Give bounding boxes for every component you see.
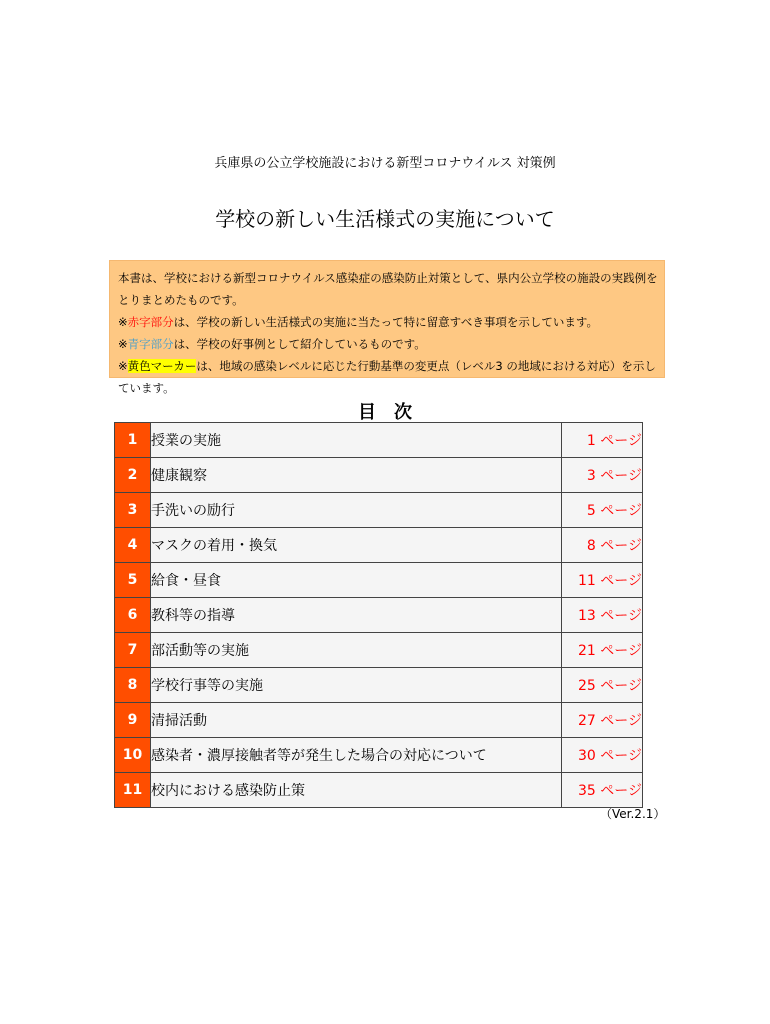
toc-row-label: 給食・昼食 <box>151 563 562 598</box>
toc-row-label: 健康観察 <box>151 458 562 493</box>
toc-row-page: 35 ページ <box>562 773 643 808</box>
toc-row-label: 部活動等の実施 <box>151 633 562 668</box>
toc-row[interactable] <box>115 458 643 493</box>
toc-row-page: 30 ページ <box>562 738 643 773</box>
toc-row-page: 8 ページ <box>562 528 643 563</box>
toc-row-page: 5 ページ <box>562 493 643 528</box>
toc-row-label: 教科等の指導 <box>151 598 562 633</box>
toc-row[interactable] <box>115 423 643 458</box>
toc-row-label: 清掃活動 <box>151 703 562 738</box>
toc-row-number: 5 <box>115 563 151 598</box>
toc-row[interactable] <box>115 598 643 633</box>
toc-row-number: 4 <box>115 528 151 563</box>
toc-row[interactable] <box>115 528 643 563</box>
document-subtitle: 兵庫県の公立学校施設における新型コロナウイルス 対策例 <box>214 156 556 171</box>
yellow-marker-sample: 黄色マーカー <box>127 359 197 373</box>
document-title: 学校の新しい生活様式の実施について <box>215 207 555 231</box>
toc-row-label: 授業の実施 <box>151 423 562 458</box>
toc-row-page: 3 ページ <box>562 458 643 493</box>
toc-row-page: 27 ページ <box>562 703 643 738</box>
toc-row-label: マスクの着用・換気 <box>151 528 562 563</box>
toc-row[interactable] <box>115 773 643 808</box>
toc-row[interactable] <box>115 703 643 738</box>
toc-row-label: 学校行事等の実施 <box>151 668 562 703</box>
toc-row[interactable] <box>115 668 643 703</box>
toc-row[interactable] <box>115 633 643 668</box>
toc-row-page: 13 ページ <box>562 598 643 633</box>
toc-row-label: 手洗いの励行 <box>151 493 562 528</box>
toc-row-number: 2 <box>115 458 151 493</box>
toc-row[interactable] <box>115 563 643 598</box>
toc-row-label: 校内における感染防止策 <box>151 773 562 808</box>
notice-line-3: ※青字部分は、学校の好事例として紹介しているものです。 <box>118 337 426 351</box>
toc-title: 目 次 <box>358 402 412 423</box>
toc-row-page: 11 ページ <box>562 563 643 598</box>
red-text-sample: 赤字部分 <box>127 315 174 329</box>
notice-line-2: ※赤字部分は、学校の新しい生活様式の実施に当たって特に留意すべき事項を示しています。 <box>118 315 598 329</box>
notice-line-4: ※黄色マーカーは、地域の感染レベルに応じた行動基準の変更点（レベル3 の地域における対応）を示しています。 <box>118 359 656 395</box>
blue-text-sample: 青字部分 <box>127 337 174 351</box>
toc-row-label: 感染者・濃厚接触者等が発生した場合の対応について <box>151 738 562 773</box>
notice-box <box>109 260 665 395</box>
toc-row-page: 1 ページ <box>562 423 643 458</box>
notice-line-1: 本書は、学校における新型コロナウイルス感染症の感染防止対策として、県内公立学校の施設の実践例をとりまとめたものです。 <box>118 271 658 307</box>
toc-table <box>114 422 643 808</box>
version-label: （Ver.2.1） <box>600 807 666 821</box>
toc-row-number: 6 <box>115 598 151 633</box>
toc-row-number: 3 <box>115 493 151 528</box>
toc-row-number: 8 <box>115 668 151 703</box>
toc-row-number: 7 <box>115 633 151 668</box>
toc-row-number: 11 <box>115 773 151 808</box>
toc-row-number: 10 <box>115 738 151 773</box>
toc-row-page: 21 ページ <box>562 633 643 668</box>
toc-row-number: 9 <box>115 703 151 738</box>
toc-row[interactable] <box>115 738 643 773</box>
toc-row[interactable] <box>115 493 643 528</box>
toc-row-page: 25 ページ <box>562 668 643 703</box>
toc-row-number: 1 <box>115 423 151 458</box>
